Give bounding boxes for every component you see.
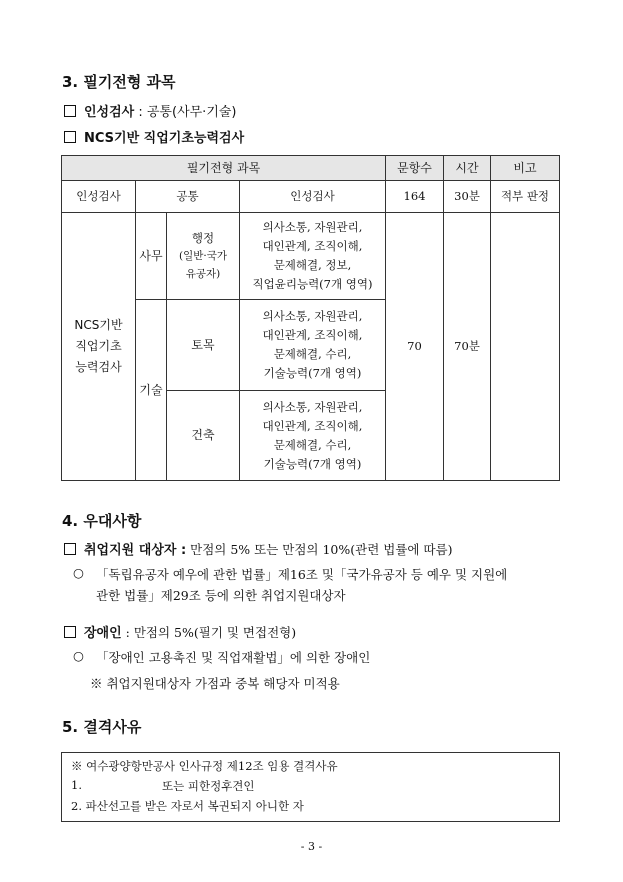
skill-line: 대인관계, 조직이해, — [262, 239, 363, 253]
checkbox-square-icon — [64, 105, 76, 117]
cell-skills-admin — [240, 213, 386, 300]
skill-line: 대인관계, 조직이해, — [262, 328, 363, 342]
disqualification-line-2-num: 1. — [71, 778, 82, 792]
admin-line: 유공자) — [185, 268, 221, 280]
item-label: 인성검사 — [84, 105, 135, 120]
section-4-item-disabled — [64, 622, 296, 641]
admin-line: (일반·국가 — [178, 250, 227, 262]
skill-line: 문제해결, 수리, — [273, 347, 352, 361]
cell-pass-fail: 적부 판정 — [491, 181, 560, 213]
skill-line: 문제해결, 정보, — [273, 258, 352, 272]
ncs-line: NCS기반 — [74, 318, 123, 332]
section-4-title: 4. 우대사항 — [62, 512, 142, 530]
skill-line: 문제해결, 수리, — [273, 437, 352, 452]
cell-ncs-label — [62, 213, 136, 481]
checkbox-square-icon — [64, 543, 76, 555]
cell-technical: 기술 — [136, 300, 167, 481]
duplicate-note: ※ 취업지원대상자 가점과 중복 해당자 미적용 — [90, 676, 340, 691]
cell-civil: 토목 — [167, 300, 240, 391]
cell-common: 공통 — [136, 181, 240, 213]
ncs-line: 직업기초 — [75, 339, 122, 353]
cell-time-70: 70분 — [444, 213, 491, 481]
page-number: - 3 - — [300, 840, 323, 853]
skill-line: 대인관계, 조직이해, — [262, 418, 363, 433]
item-label: 장애인 — [84, 626, 122, 641]
header-subject: 필기전형 과목 — [62, 156, 386, 181]
cell-skills-civil — [240, 300, 386, 391]
cell-count-164: 164 — [386, 181, 444, 213]
skill-line: 직업윤리능력(7개 영역) — [252, 277, 373, 291]
cell-time-30: 30분 — [444, 181, 491, 213]
disqualification-line-1: ※ 여수광양항만공사 인사규정 제12조 임용 결격사유 — [71, 759, 338, 773]
item-text: : 공통(사무·기술) — [134, 105, 237, 120]
item-label: 취업지원 대상자 : — [84, 543, 187, 558]
bullet-circle-icon: ○ — [73, 648, 84, 663]
exam-subject-table — [61, 155, 560, 481]
disqualification-box — [61, 752, 560, 822]
table-row-personality — [62, 181, 560, 213]
disqualification-line-3: 2. 파산선고를 받은 자로서 복권되지 아니한 자 — [71, 799, 304, 813]
section-3-item-personality — [64, 101, 237, 120]
bullet-circle-icon: ○ — [73, 565, 84, 580]
item-text: : 만점의 5%(필기 및 면접전형) — [121, 625, 297, 640]
header-count: 문항수 — [386, 156, 444, 181]
checkbox-square-icon — [64, 626, 76, 638]
admin-line: 행정 — [191, 231, 215, 245]
table-header-row — [62, 156, 560, 181]
skill-line: 의사소통, 자원관리, — [262, 309, 363, 323]
employment-support-detail-1: 「독립유공자 예우에 관한 법률」제16조 및「국가유공자 등 예우 및 지원에 — [96, 567, 508, 582]
cell-architecture: 건축 — [167, 391, 240, 481]
section-5-title: 5. 결격사유 — [62, 718, 142, 736]
table-row-admin — [62, 213, 560, 300]
header-time: 시간 — [444, 156, 491, 181]
section-4-item-employment-support — [64, 539, 452, 558]
ncs-line: 능력검사 — [75, 360, 122, 374]
disabled-detail: 「장애인 고용촉진 및 직업재활법」에 의한 장애인 — [96, 650, 371, 665]
skill-line: 의사소통, 자원관리, — [262, 220, 363, 234]
skill-line: 기술능력(7개 영역) — [263, 366, 362, 380]
section-3-title: 3. 필기전형 과목 — [62, 73, 176, 91]
cell-personality: 인성검사 — [62, 181, 136, 213]
cell-administration — [167, 213, 240, 300]
cell-skills-architecture — [240, 391, 386, 481]
skill-line: 의사소통, 자원관리, — [262, 399, 363, 414]
item-text: 만점의 5% 또는 만점의 10%(관련 법률에 따름) — [186, 542, 453, 557]
header-remark: 비고 — [491, 156, 560, 181]
employment-support-detail-2: 관한 법률」제29조 등에 의한 취업지원대상자 — [96, 588, 346, 603]
cell-count-70: 70 — [386, 213, 444, 481]
disqualification-line-2-text: 또는 피한정후견인 — [162, 779, 255, 793]
cell-personality-test: 인성검사 — [240, 181, 386, 213]
section-3-item-ncs — [64, 127, 244, 146]
item-label: NCS기반 직업기초능력검사 — [84, 131, 245, 146]
checkbox-square-icon — [64, 131, 76, 143]
cell-office: 사무 — [136, 213, 167, 300]
skill-line: 기술능력(7개 영역) — [263, 456, 362, 471]
cell-remark-empty — [491, 213, 560, 481]
